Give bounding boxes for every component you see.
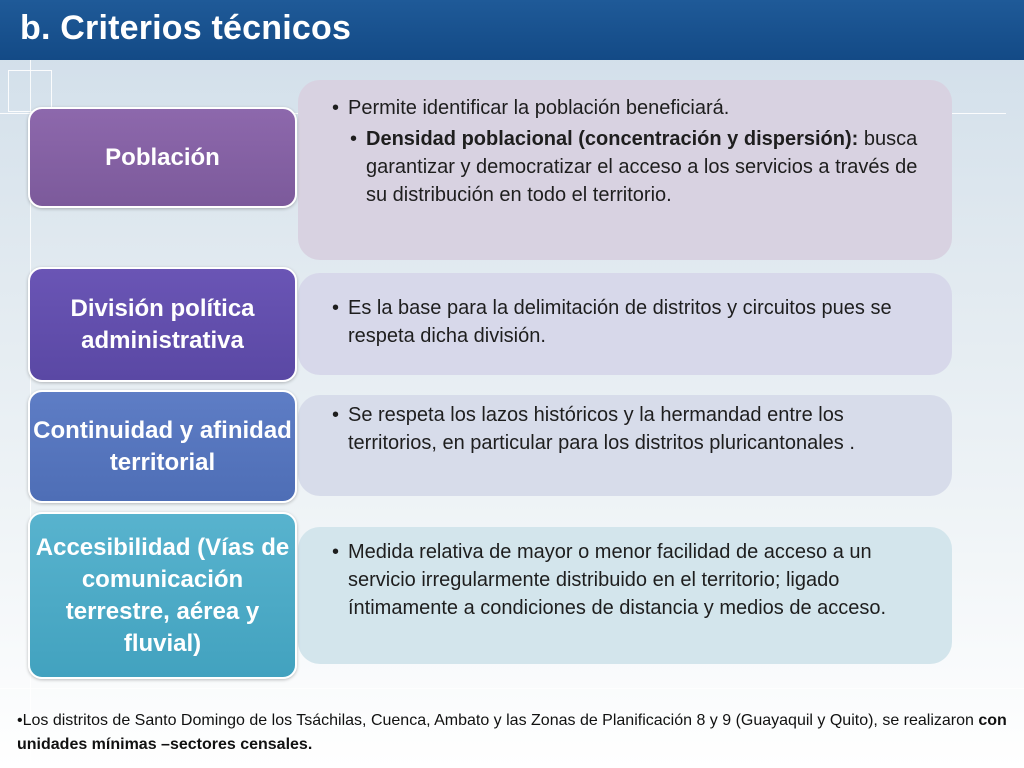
slide-title: b. Criterios técnicos: [20, 9, 352, 47]
footer-note: [17, 709, 1017, 757]
bullet-text: Es la base para la delimitación de distritos y circuitos pues se respeta dicha división.: [348, 297, 892, 347]
label-box-division: [28, 267, 297, 382]
sub-bullet-bold-text: Densidad poblacional (concentración y dispersión):: [366, 128, 859, 150]
bullet-glyph: •: [332, 297, 340, 319]
bullet-text: Se respeta los lazos históricos y la hermandad entre los territorios, en particular para los distritos pluricantonales .: [348, 404, 855, 454]
bullet-glyph: •: [332, 404, 340, 426]
title-bar: [0, 0, 1024, 60]
label-box-continuidad: [28, 390, 297, 503]
sub-bullet-item: [332, 125, 924, 209]
label-text: Continuidad y afinidad territorial: [33, 416, 292, 476]
label-text: Accesibilidad (Vías de comunicación terrestre, aérea y fluvial): [35, 533, 290, 657]
label-box-poblacion: [28, 107, 297, 208]
decorative-square: [8, 70, 52, 112]
footer-note-text: •Los distritos de Santo Domingo de los Tsáchilas, Cuenca, Ambato y las Zonas de Planificación 8 y 9 (Guayaquil y Quito), se realizaron: [17, 712, 979, 729]
decorative-line-bottom: [0, 688, 1024, 689]
bullet-item: [332, 538, 924, 622]
label-text: División política administrativa: [70, 294, 255, 354]
sub-bullet-text: busca garantizar y democratizar el acceso a los servicios a través de su distribución en todo el territorio.: [366, 128, 918, 206]
bullet-glyph: •: [332, 541, 340, 563]
label-box-accesibilidad: [28, 512, 297, 679]
description-panel-accesibilidad: [298, 527, 952, 664]
bullet-glyph: •: [332, 97, 340, 119]
bullet-item: [332, 94, 924, 122]
description-panel-poblacion: [298, 80, 952, 260]
bullet-item: [332, 294, 924, 350]
footer-note-bold-text: con unidades mínimas –sectores censales.: [17, 712, 1007, 753]
bullet-item: [332, 401, 924, 457]
bullet-glyph: •: [350, 128, 358, 150]
bullet-text: Permite identificar la población beneficiará.: [348, 97, 730, 119]
label-text: Población: [105, 143, 220, 171]
bullet-text: Medida relativa de mayor o menor facilidad de acceso a un servicio irregularmente distribuido en el territorio; ligado íntimamente a condiciones de distancia y medios de acceso.: [348, 541, 887, 619]
description-panel-continuidad: [298, 395, 952, 496]
description-panel-division: [298, 273, 952, 375]
